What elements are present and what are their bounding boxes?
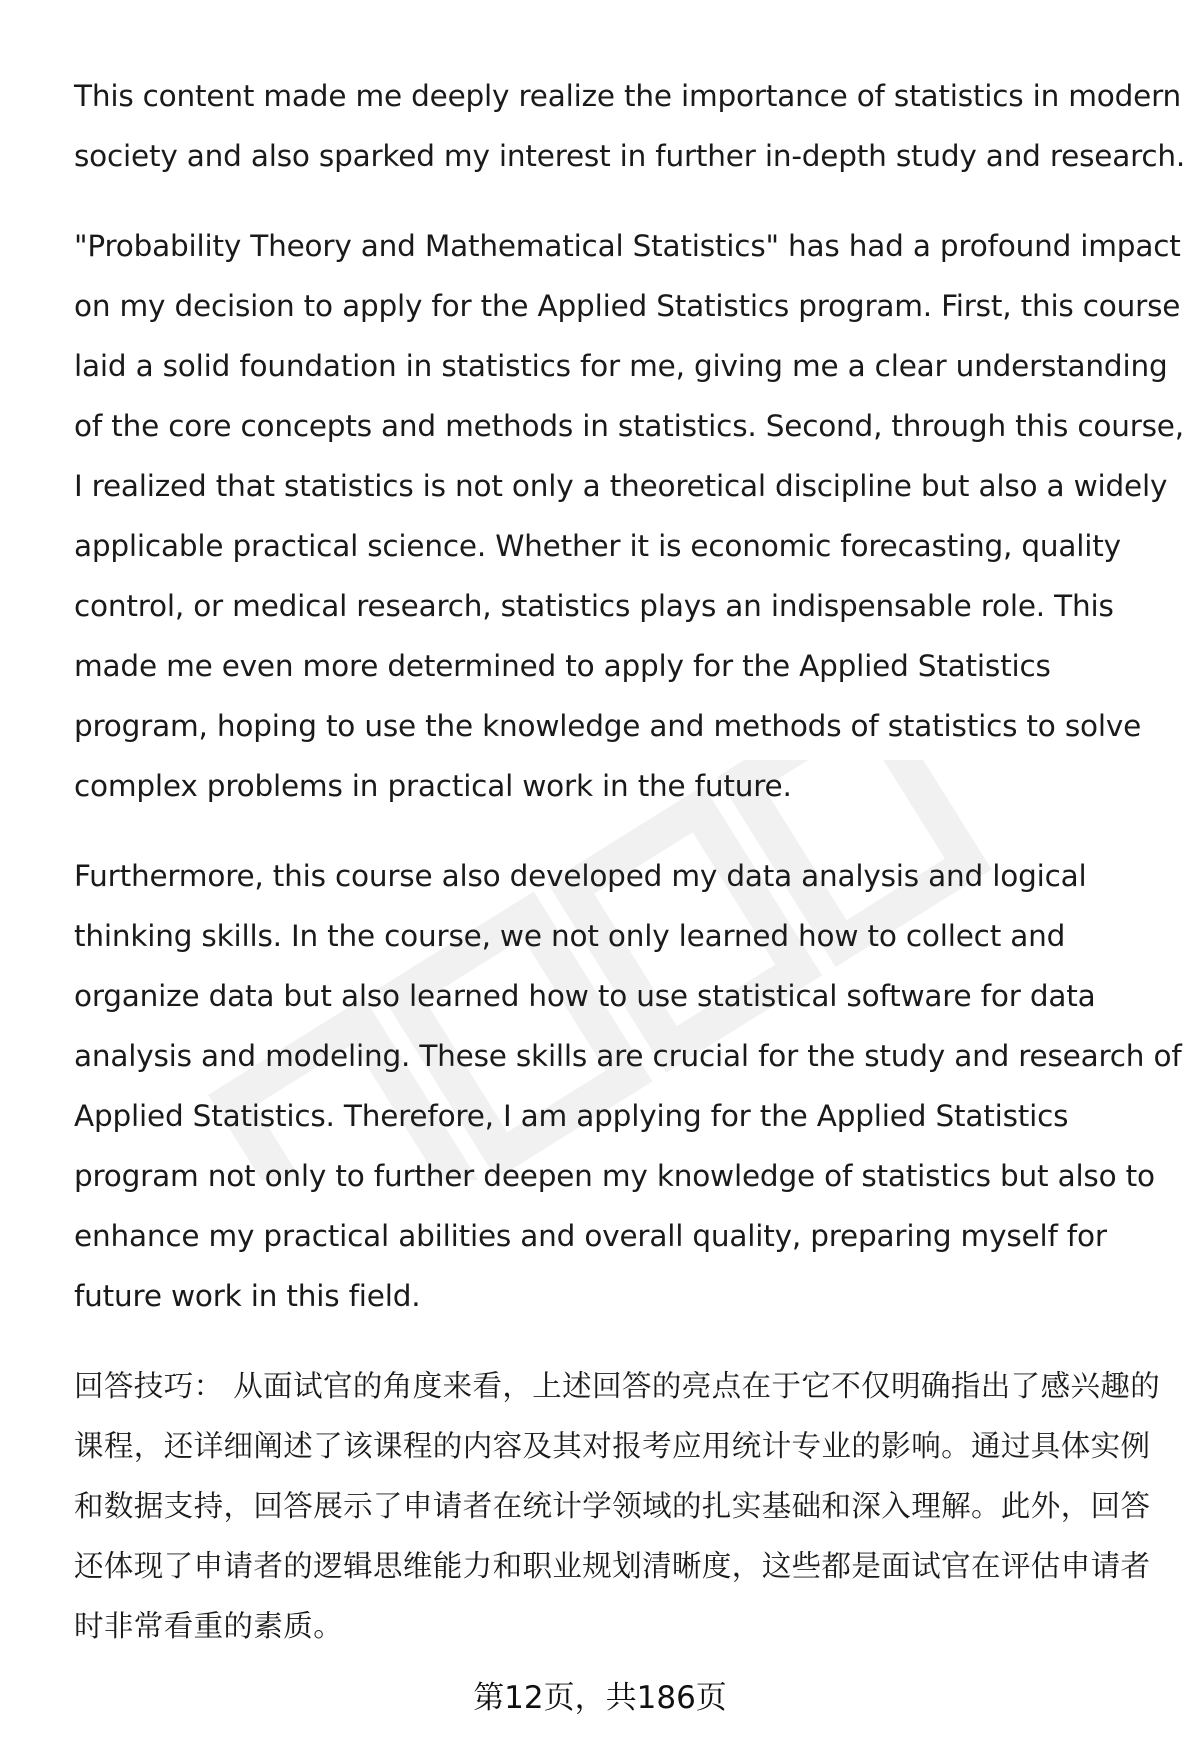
text-line: made me even more determined to apply for the Applied Statistics [74,649,1051,683]
text-line: analysis and modeling. These skills are crucial for the study and research of [74,1039,1182,1073]
paragraph-3 [74,846,1182,1326]
text-line: 课程，还详细阐述了该课程的内容及其对报考应用统计专业的影响。通过具体实例 [74,1429,1151,1463]
answer-tips-paragraph [74,1356,1164,1656]
text-line: program, hoping to use the knowledge and methods of statistics to solve [74,709,1142,743]
text-line: laid a solid foundation in statistics for me, giving me a clear understanding [74,349,1168,383]
text-line: 时非常看重的素质。 [74,1609,344,1643]
text-line: I realized that statistics is not only a theoretical discipline but also a widely [74,469,1168,503]
text-line: of the core concepts and methods in statistics. Second, through this course, [74,409,1184,443]
text-line: on my decision to apply for the Applied Statistics program. First, this course [74,289,1181,323]
text-line: Furthermore, this course also developed my data analysis and logical [74,859,1087,893]
text-line: "Probability Theory and Mathematical Statistics" has had a profound impact [74,229,1181,263]
paragraph-1 [74,66,1186,186]
text-line: applicable practical science. Whether it is economic forecasting, quality [74,529,1121,563]
page-number-footer: 第12页，共186页 [473,1680,727,1716]
text-line: enhance my practical abilities and overall quality, preparing myself for [74,1219,1107,1253]
text-line: thinking skills. In the course, we not only learned how to collect and [74,919,1066,953]
text-line: organize data but also learned how to use statistical software for data [74,979,1096,1013]
text-line: 还体现了申请者的逻辑思维能力和职业规划清晰度，这些都是面试官在评估申请者 [74,1549,1151,1583]
text-line: 和数据支持，回答展示了申请者在统计学领域的扎实基础和深入理解。此外，回答 [74,1489,1151,1523]
text-line: control, or medical research, statistics plays an indispensable role. This [74,589,1114,623]
document-body [74,66,1186,1686]
text-line: future work in this field. [74,1279,421,1313]
text-line: society and also sparked my interest in further in-depth study and research. [74,139,1186,173]
text-line: 回答技巧： 从面试官的角度来看，上述回答的亮点在于它不仅明确指出了感兴趣的 [74,1369,1161,1403]
text-line: This content made me deeply realize the importance of statistics in modern [74,79,1182,113]
text-line: Applied Statistics. Therefore, I am applying for the Applied Statistics [74,1099,1069,1133]
text-line: complex problems in practical work in the future. [74,769,792,803]
text-line: program not only to further deepen my knowledge of statistics but also to [74,1159,1155,1193]
paragraph-2 [74,216,1184,816]
